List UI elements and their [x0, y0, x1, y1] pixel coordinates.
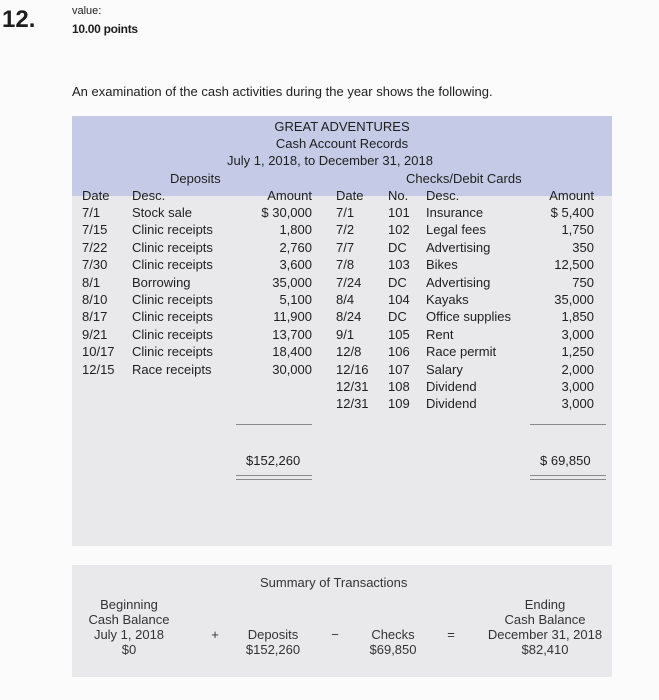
- summary-checks: [358, 627, 428, 657]
- ending-label-1: Ending: [524, 597, 566, 612]
- deposit-amount: 18,400: [272, 344, 312, 360]
- beginning-label-3: July 1, 2018: [93, 627, 165, 642]
- check-desc: Dividend: [426, 396, 477, 412]
- deposits-total-rule-1: [236, 475, 312, 476]
- deposit-date: 9/21: [82, 326, 108, 342]
- question-number: 12.: [2, 6, 36, 33]
- col-desc2: Desc.: [426, 188, 460, 203]
- deposit-desc: Clinic receipts: [132, 326, 213, 342]
- check-amount: 350: [572, 239, 594, 255]
- check-numbers: [388, 204, 410, 413]
- checks-total-rule-2: [530, 479, 606, 480]
- ending-label-2: Cash Balance: [504, 612, 586, 627]
- col-date: Date: [82, 188, 110, 203]
- check-desc: Bikes: [426, 257, 458, 273]
- deposit-desc: Race receipts: [132, 361, 212, 377]
- deposit-amount: 30,000: [272, 361, 312, 377]
- check-no: 103: [388, 257, 410, 273]
- check-date: 8/4: [336, 291, 355, 307]
- check-date: 7/2: [336, 222, 355, 238]
- beginning-balance: [74, 597, 184, 657]
- col-desc: Desc.: [132, 188, 166, 203]
- deposit-amount: 11,900: [273, 309, 312, 325]
- deposits-total-rule-2: [236, 479, 312, 480]
- check-no: 104: [388, 291, 410, 307]
- deposits-total: $152,260: [246, 453, 301, 468]
- check-date: 12/31: [336, 396, 369, 412]
- summary-title: Summary of Transactions: [260, 575, 408, 590]
- deposit-amount: 1,800: [279, 222, 312, 238]
- deposit-amount: 2,760: [279, 239, 312, 255]
- check-desc: Dividend: [426, 378, 477, 394]
- ending-label-3: December 31, 2018: [487, 627, 603, 642]
- summary-deposits: [238, 627, 308, 657]
- check-descs: [426, 204, 511, 413]
- check-date: 12/8: [336, 344, 362, 360]
- check-amount: 1,250: [561, 344, 594, 360]
- check-desc: Salary: [426, 361, 463, 377]
- check-amount: 3,000: [561, 378, 594, 394]
- checks-total-rule-1: [530, 475, 606, 476]
- check-desc: Kayaks: [426, 291, 469, 307]
- check-no: 108: [388, 378, 410, 394]
- deposit-desc: Clinic receipts: [132, 222, 213, 238]
- deposit-amounts: [240, 204, 312, 378]
- equals-sign: =: [447, 627, 455, 642]
- check-date: 12/16: [336, 361, 369, 377]
- check-no: 107: [388, 361, 410, 377]
- intro-text: An examination of the cash activities during the year shows the following.: [72, 84, 493, 99]
- plus-sign: +: [211, 627, 219, 642]
- check-desc: Insurance: [426, 205, 484, 220]
- deposit-date: 7/22: [82, 239, 108, 255]
- check-no: DC: [388, 239, 407, 255]
- deposit-desc: Borrowing: [132, 274, 191, 290]
- beginning-value: $0: [121, 642, 137, 657]
- check-date: 8/24: [336, 309, 362, 325]
- deposit-date: 7/15: [82, 222, 108, 238]
- company-name: GREAT ADVENTURES: [274, 119, 410, 134]
- deposits-subtotal-rule: [236, 424, 312, 425]
- check-desc: Legal fees: [426, 222, 486, 238]
- check-amount: 2,000: [561, 361, 594, 377]
- check-desc: Rent: [426, 326, 454, 342]
- value-label: value:: [72, 5, 102, 17]
- summary-checks-label: Checks: [371, 627, 415, 642]
- records-period: July 1, 2018, to December 31, 2018: [227, 153, 433, 168]
- deposit-amount: 13,700: [272, 326, 312, 342]
- deposit-desc: Stock sale: [132, 205, 192, 220]
- deposit-amount: $ 30,000: [261, 205, 312, 220]
- deposit-desc: Clinic receipts: [132, 291, 213, 307]
- check-dates: [336, 204, 369, 413]
- beginning-label-1: Beginning: [100, 597, 158, 612]
- ending-value: $82,410: [521, 642, 569, 657]
- check-date: 12/31: [336, 378, 369, 394]
- deposit-desc: Clinic receipts: [132, 239, 213, 255]
- check-no: 109: [388, 396, 410, 412]
- check-date: 7/1: [336, 205, 355, 220]
- check-amount: 12,500: [554, 257, 594, 273]
- check-no: DC: [388, 309, 407, 325]
- check-desc: Office supplies: [426, 309, 512, 325]
- check-amount: 750: [572, 274, 594, 290]
- ending-balance: [476, 597, 614, 657]
- check-date: 7/24: [336, 274, 362, 290]
- records-title: Cash Account Records: [275, 136, 409, 151]
- deposit-date: 12/15: [82, 361, 115, 377]
- checks-heading: Checks/Debit Cards: [406, 171, 522, 186]
- check-date: 9/1: [336, 326, 355, 342]
- deposit-date: 7/30: [82, 257, 108, 273]
- check-no: 102: [388, 222, 410, 238]
- summary-deposits-value: $152,260: [245, 642, 301, 657]
- deposit-amount: 5,100: [279, 291, 312, 307]
- deposit-descs: [132, 204, 213, 378]
- check-no: DC: [388, 274, 407, 290]
- check-no: 106: [388, 344, 410, 360]
- points-value: 10.00 points: [72, 22, 138, 36]
- deposit-amount: 35,000: [272, 274, 312, 290]
- col-date2: Date: [336, 188, 364, 203]
- minus-sign: −: [331, 627, 339, 642]
- col-amount2: Amount: [549, 188, 594, 203]
- deposit-date: 10/17: [82, 344, 115, 360]
- check-date: 7/8: [336, 257, 355, 273]
- deposit-desc: Clinic receipts: [132, 344, 213, 360]
- deposit-dates: [82, 204, 115, 378]
- beginning-label-2: Cash Balance: [88, 612, 170, 627]
- check-amount: 1,850: [561, 309, 594, 325]
- check-amount: 35,000: [554, 291, 594, 307]
- check-date: 7/7: [336, 239, 355, 255]
- check-amount: 1,750: [561, 222, 594, 238]
- check-amount: $ 5,400: [550, 205, 594, 220]
- deposit-amount: 3,600: [279, 257, 312, 273]
- checks-subtotal-rule: [530, 424, 606, 425]
- check-amount: 3,000: [561, 326, 594, 342]
- summary-checks-value: $69,850: [369, 642, 417, 657]
- check-desc: Advertising: [426, 274, 491, 290]
- check-no: 101: [388, 205, 410, 220]
- deposit-desc: Clinic receipts: [132, 309, 213, 325]
- deposits-heading: Deposits: [170, 171, 221, 186]
- check-desc: Advertising: [426, 239, 491, 255]
- deposit-date: 8/10: [82, 291, 108, 307]
- check-amount: 3,000: [561, 396, 594, 412]
- deposit-desc: Clinic receipts: [132, 257, 213, 273]
- check-no: 105: [388, 326, 410, 342]
- check-desc: Race permit: [426, 344, 497, 360]
- col-no: No.: [388, 188, 409, 203]
- deposit-date: 7/1: [82, 205, 101, 220]
- deposit-date: 8/17: [82, 309, 108, 325]
- deposit-date: 8/1: [82, 274, 101, 290]
- check-amounts: [530, 204, 594, 413]
- checks-total: $ 69,850: [540, 453, 591, 468]
- summary-deposits-label: Deposits: [247, 627, 299, 642]
- col-amount: Amount: [267, 188, 312, 203]
